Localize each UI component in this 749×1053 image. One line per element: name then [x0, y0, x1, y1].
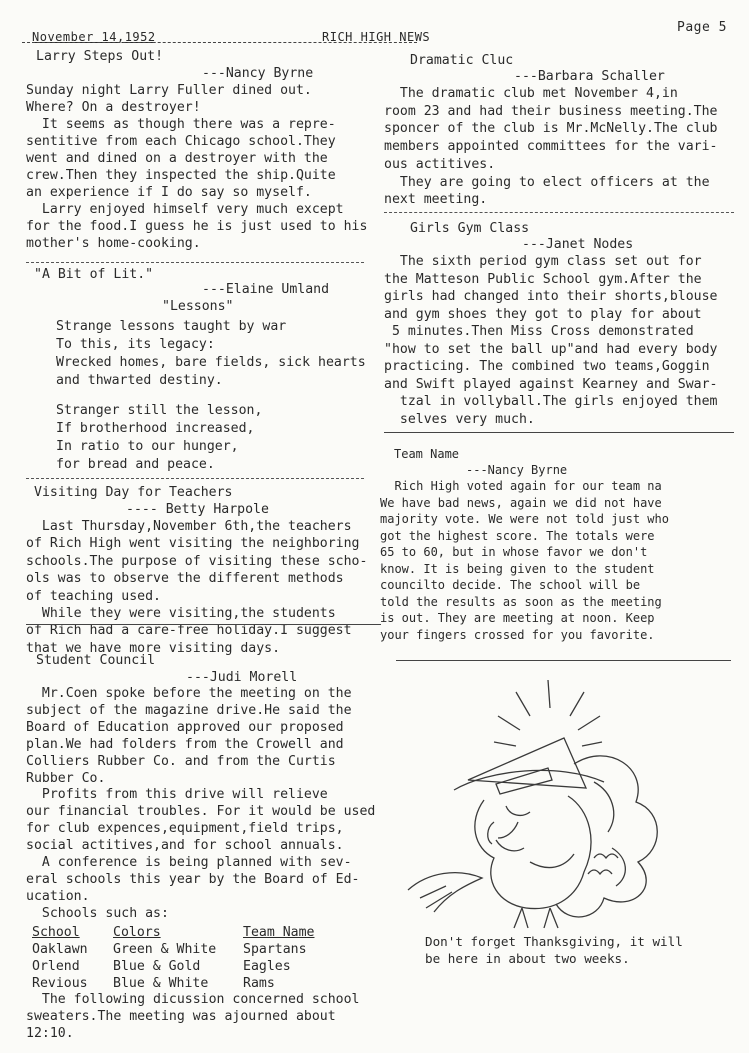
article-visiting-day [26, 484, 368, 656]
masthead [22, 18, 737, 46]
cell-colors: Green & White [113, 942, 217, 957]
table-header [32, 924, 314, 941]
article-student-council [26, 652, 376, 921]
cell-colors: Blue & White [113, 976, 209, 991]
divider [384, 432, 734, 433]
article-byline: ---- Betty Harpole [126, 502, 269, 517]
article-byline: ---Nancy Byrne [466, 463, 568, 477]
article-body: The sixth period gym class set out for the Matteson Public School gym.After the girls had changed into their shorts,blouse and gym shoes they got to play for about 5 minutes.Then Miss Cross demonstrated "how to set the ball up"and had every body practicing. The combined two teams,Goggin and Swift played against Kearney and Swar- tzal in vollyball.The girls enjoyed them selves very much. [384, 254, 718, 427]
table-row [32, 975, 314, 992]
student-council-closing: The following dicussion concerned school sweaters.The meeting was ajourned about 12:10. [26, 992, 360, 1041]
masthead-rule [22, 42, 417, 43]
article-gym-class [384, 220, 718, 427]
article-title: Student Council [36, 653, 156, 668]
article-title: Team Name [394, 447, 460, 461]
article-title: Larry Steps Out! [36, 49, 164, 64]
article-larry [26, 48, 368, 251]
article-byline: ---Elaine Umland [202, 282, 330, 297]
header-school: School [32, 925, 80, 940]
article-body: Mr.Coen spoke before the meeting on the subject of the magazine drive.He said the Board of Education approved our proposed plan.We had folders from the Crowell and Colliers Rubber Co. and from the Curtis Rubber Co. Profits from this drive will relieve our financial troubles. For it would be used for club expences,equipment,field trips, social actitives,and for school annuals. A conference is being planned with sev- eral schools this year by the Board of Ed- ucation. Schools such as: [26, 686, 376, 921]
article-byline: ---Judi Morell [186, 670, 298, 685]
cell-school: Revious [32, 976, 88, 991]
article-title: Girls Gym Class [410, 221, 530, 236]
header-team-name: Team Name [243, 925, 315, 940]
divider [396, 660, 731, 661]
poem-stanza: Stranger still the lesson, If brotherhood increased, In ratio to our hunger, for bread and peace. [56, 403, 263, 472]
cell-colors: Blue & Gold [113, 959, 201, 974]
divider [26, 262, 364, 263]
cell-team: Rams [243, 976, 275, 991]
illustration-caption: Don't forget Thanksgiving, it will be here in about two weeks. [425, 934, 683, 966]
cell-school: Orlend [32, 959, 80, 974]
page-number: Page 5 [677, 20, 727, 35]
header-colors: Colors [113, 925, 161, 940]
turkey-pilgrim-drawing [398, 672, 698, 932]
divider [384, 212, 734, 213]
article-team-name [380, 446, 669, 642]
article-body: The dramatic club met November 4,in room 23 and had their business meeting.The sponcer of the club is Mr.McNelly.The club members appointed committees for the vari- ous actitives. They are going to elect officers at the next meeting. [384, 86, 718, 208]
article-bit-of-lit [26, 266, 366, 472]
article-body: Sunday night Larry Fuller dined out. Where? On a destroyer! It seems as though there was a repre- sentitive from each Chicago school.They went and dined on a destroyer with the crew.Then they inspected the ship.Quite an experience if I do say so myself. Larry enjoyed himself very much except for the food.I guess he is just used to his mother's home-cooking. [26, 83, 368, 251]
poem-title: "Lessons" [162, 299, 234, 314]
article-dramatic-club [384, 52, 718, 208]
article-byline: ---Janet Nodes [522, 237, 634, 252]
poem-stanza: Strange lessons taught by war To this, its legacy: Wrecked homes, bare fields, sick hearts and thwarted destiny. [56, 319, 366, 388]
divider [26, 624, 381, 625]
issue-date: November 14,1952 [32, 30, 156, 44]
divider [26, 478, 364, 479]
schools-table [32, 924, 314, 992]
cell-team: Eagles [243, 959, 291, 974]
article-body: Rich High voted again for our team na We have bad news, again we did not have majority vote. We were not told just who got the highest score. The totals were 65 to 60, but in whose favor we don't know. It is being given to the student councilto decide. The school will be told the results as soon as the meeting is out. They are meeting at noon. Keep your fingers crossed for you favorite. [380, 479, 669, 642]
cell-school: Oaklawn [32, 942, 88, 957]
article-byline: ---Nancy Byrne [202, 66, 314, 81]
article-byline: ---Barbara Schaller [514, 69, 665, 84]
article-title: Dramatic Cluc [410, 53, 514, 68]
paper-name: RICH HIGH NEWS [322, 30, 431, 44]
cell-team: Spartans [243, 942, 307, 957]
article-title: "A Bit of Lit." [34, 267, 154, 282]
table-row [32, 941, 314, 958]
table-row [32, 958, 314, 975]
article-title: Visiting Day for Teachers [34, 485, 233, 500]
article-body: Last Thursday,November 6th,the teachers of Rich High went visiting the neighboring schools.The purpose of visiting these scho- ols was to observe the different methods of teaching used. While they were visiting,the students of Rich had a care-free holiday.I suggest that we have more visiting days. [26, 519, 368, 656]
